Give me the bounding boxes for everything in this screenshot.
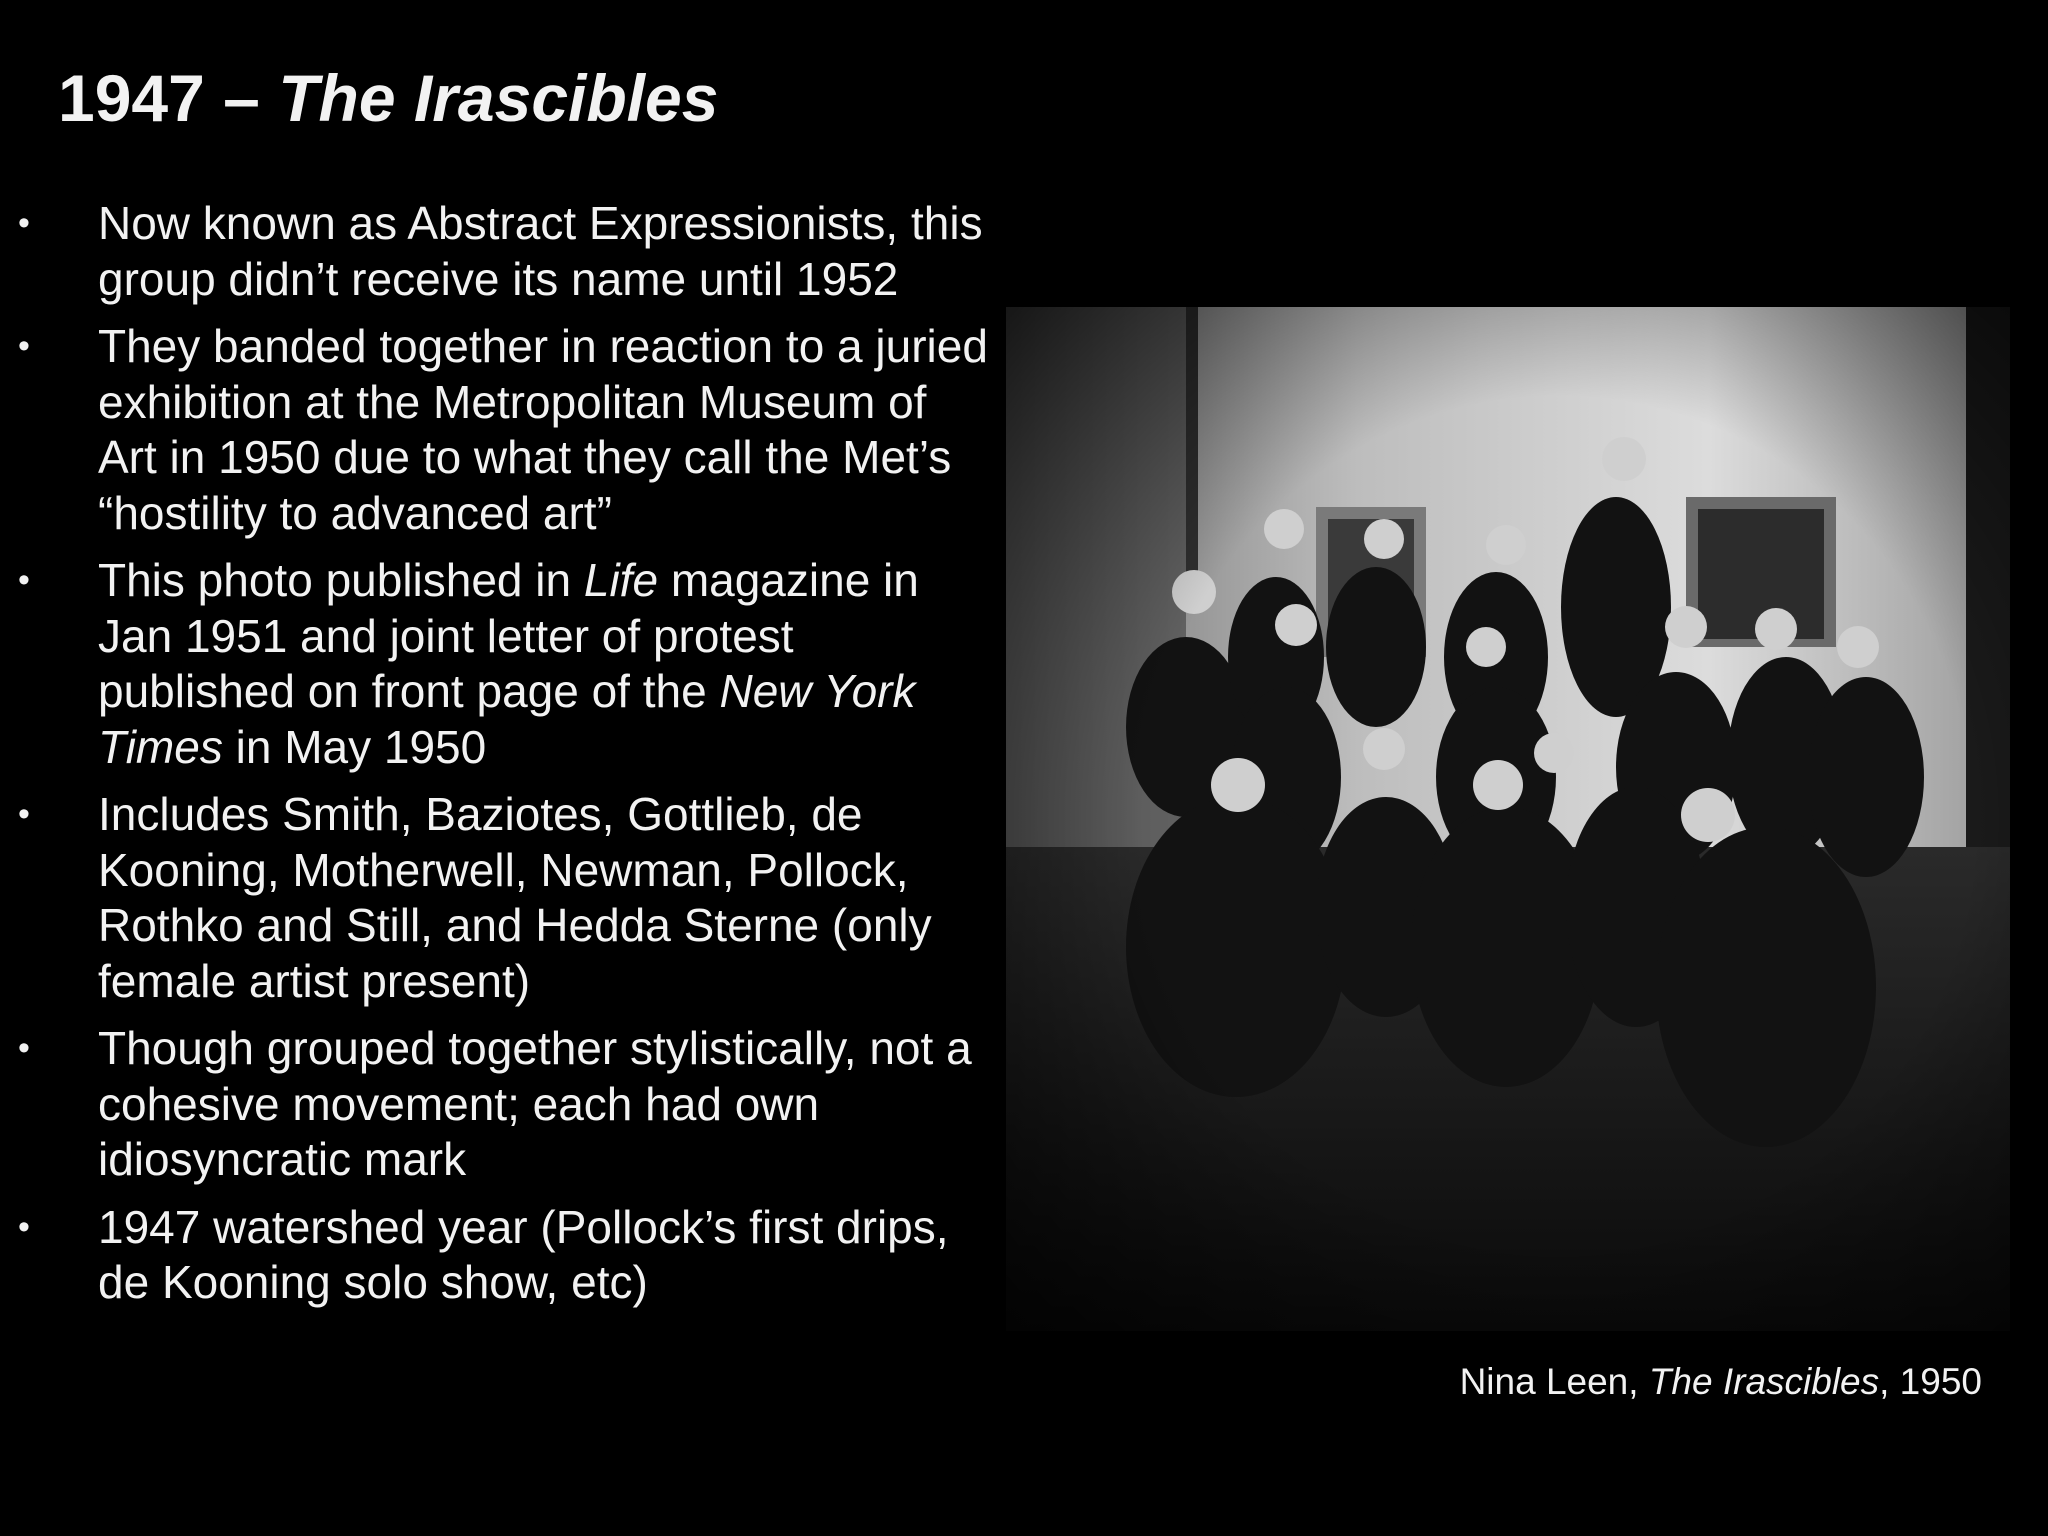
- bullet-item: [0, 1021, 990, 1188]
- bullet-italic-text: New York Times: [98, 665, 916, 773]
- bullet-dot-icon: •: [18, 1207, 30, 1246]
- bullet-list: [0, 196, 990, 1323]
- bullet-dot-icon: •: [18, 795, 30, 833]
- bullet-text-segment: Includes Smith, Baziotes, Gottlieb, de Kooning, Motherwell, Newman, Pollock, Rothko and Still, and Hedda Sterne (only female artist present): [98, 788, 932, 1007]
- bullet-text-segment: This photo published in: [98, 554, 584, 606]
- slide-title: [58, 58, 718, 138]
- bullet-text-segment: in May 1950: [222, 720, 487, 773]
- bullet-text: [98, 787, 990, 1009]
- bullet-text: [98, 1200, 990, 1311]
- bullet-dot-icon: •: [18, 1029, 30, 1067]
- bullet-text: [98, 196, 990, 307]
- bullet-item: [0, 1200, 990, 1311]
- bullet-item: [0, 319, 990, 541]
- bullet-text-segment: Now known as Abstract Expressionists, this group didn’t receive its name until 1952: [98, 197, 983, 305]
- photo-caption: [1460, 1360, 1982, 1404]
- caption-artist: Nina Leen,: [1459, 1361, 1649, 1402]
- bullet-text: [98, 319, 990, 541]
- bullet-italic-text: Life: [583, 554, 659, 606]
- bullet-text-segment: They banded together in reaction to a juried exhibition at the Metropolitan Museum of Art in 1950 due to what they call the Met’s “hostility to advanced art”: [98, 320, 988, 539]
- bullet-item: [0, 553, 990, 775]
- bullet-text: [98, 1021, 990, 1188]
- bullet-item: [0, 196, 990, 307]
- caption-year: , 1950: [1879, 1361, 1982, 1402]
- slide-title-year: 1947 –: [58, 61, 260, 135]
- bullet-item: [0, 787, 990, 1009]
- bullet-text: [98, 553, 990, 775]
- bullet-text-segment: magazine in Jan 1951 and joint letter of protest published on front page of the: [98, 554, 919, 717]
- bullet-dot-icon: •: [18, 561, 30, 599]
- bullet-dot-icon: •: [18, 204, 30, 242]
- slide-title-name: The Irascibles: [278, 61, 719, 135]
- caption-work-title: The Irascibles: [1648, 1361, 1880, 1402]
- bullet-text-segment: Though grouped together stylistically, not a cohesive movement; each had own idiosyncratic mark: [98, 1022, 972, 1185]
- photograph-the-irascibles: [1006, 307, 2010, 1331]
- bullet-text-segment: 1947 watershed year (Pollock’s first drips, de Kooning solo show, etc): [98, 1200, 949, 1308]
- bullet-dot-icon: •: [18, 327, 30, 365]
- group-photo-illustration: [1006, 307, 2010, 1331]
